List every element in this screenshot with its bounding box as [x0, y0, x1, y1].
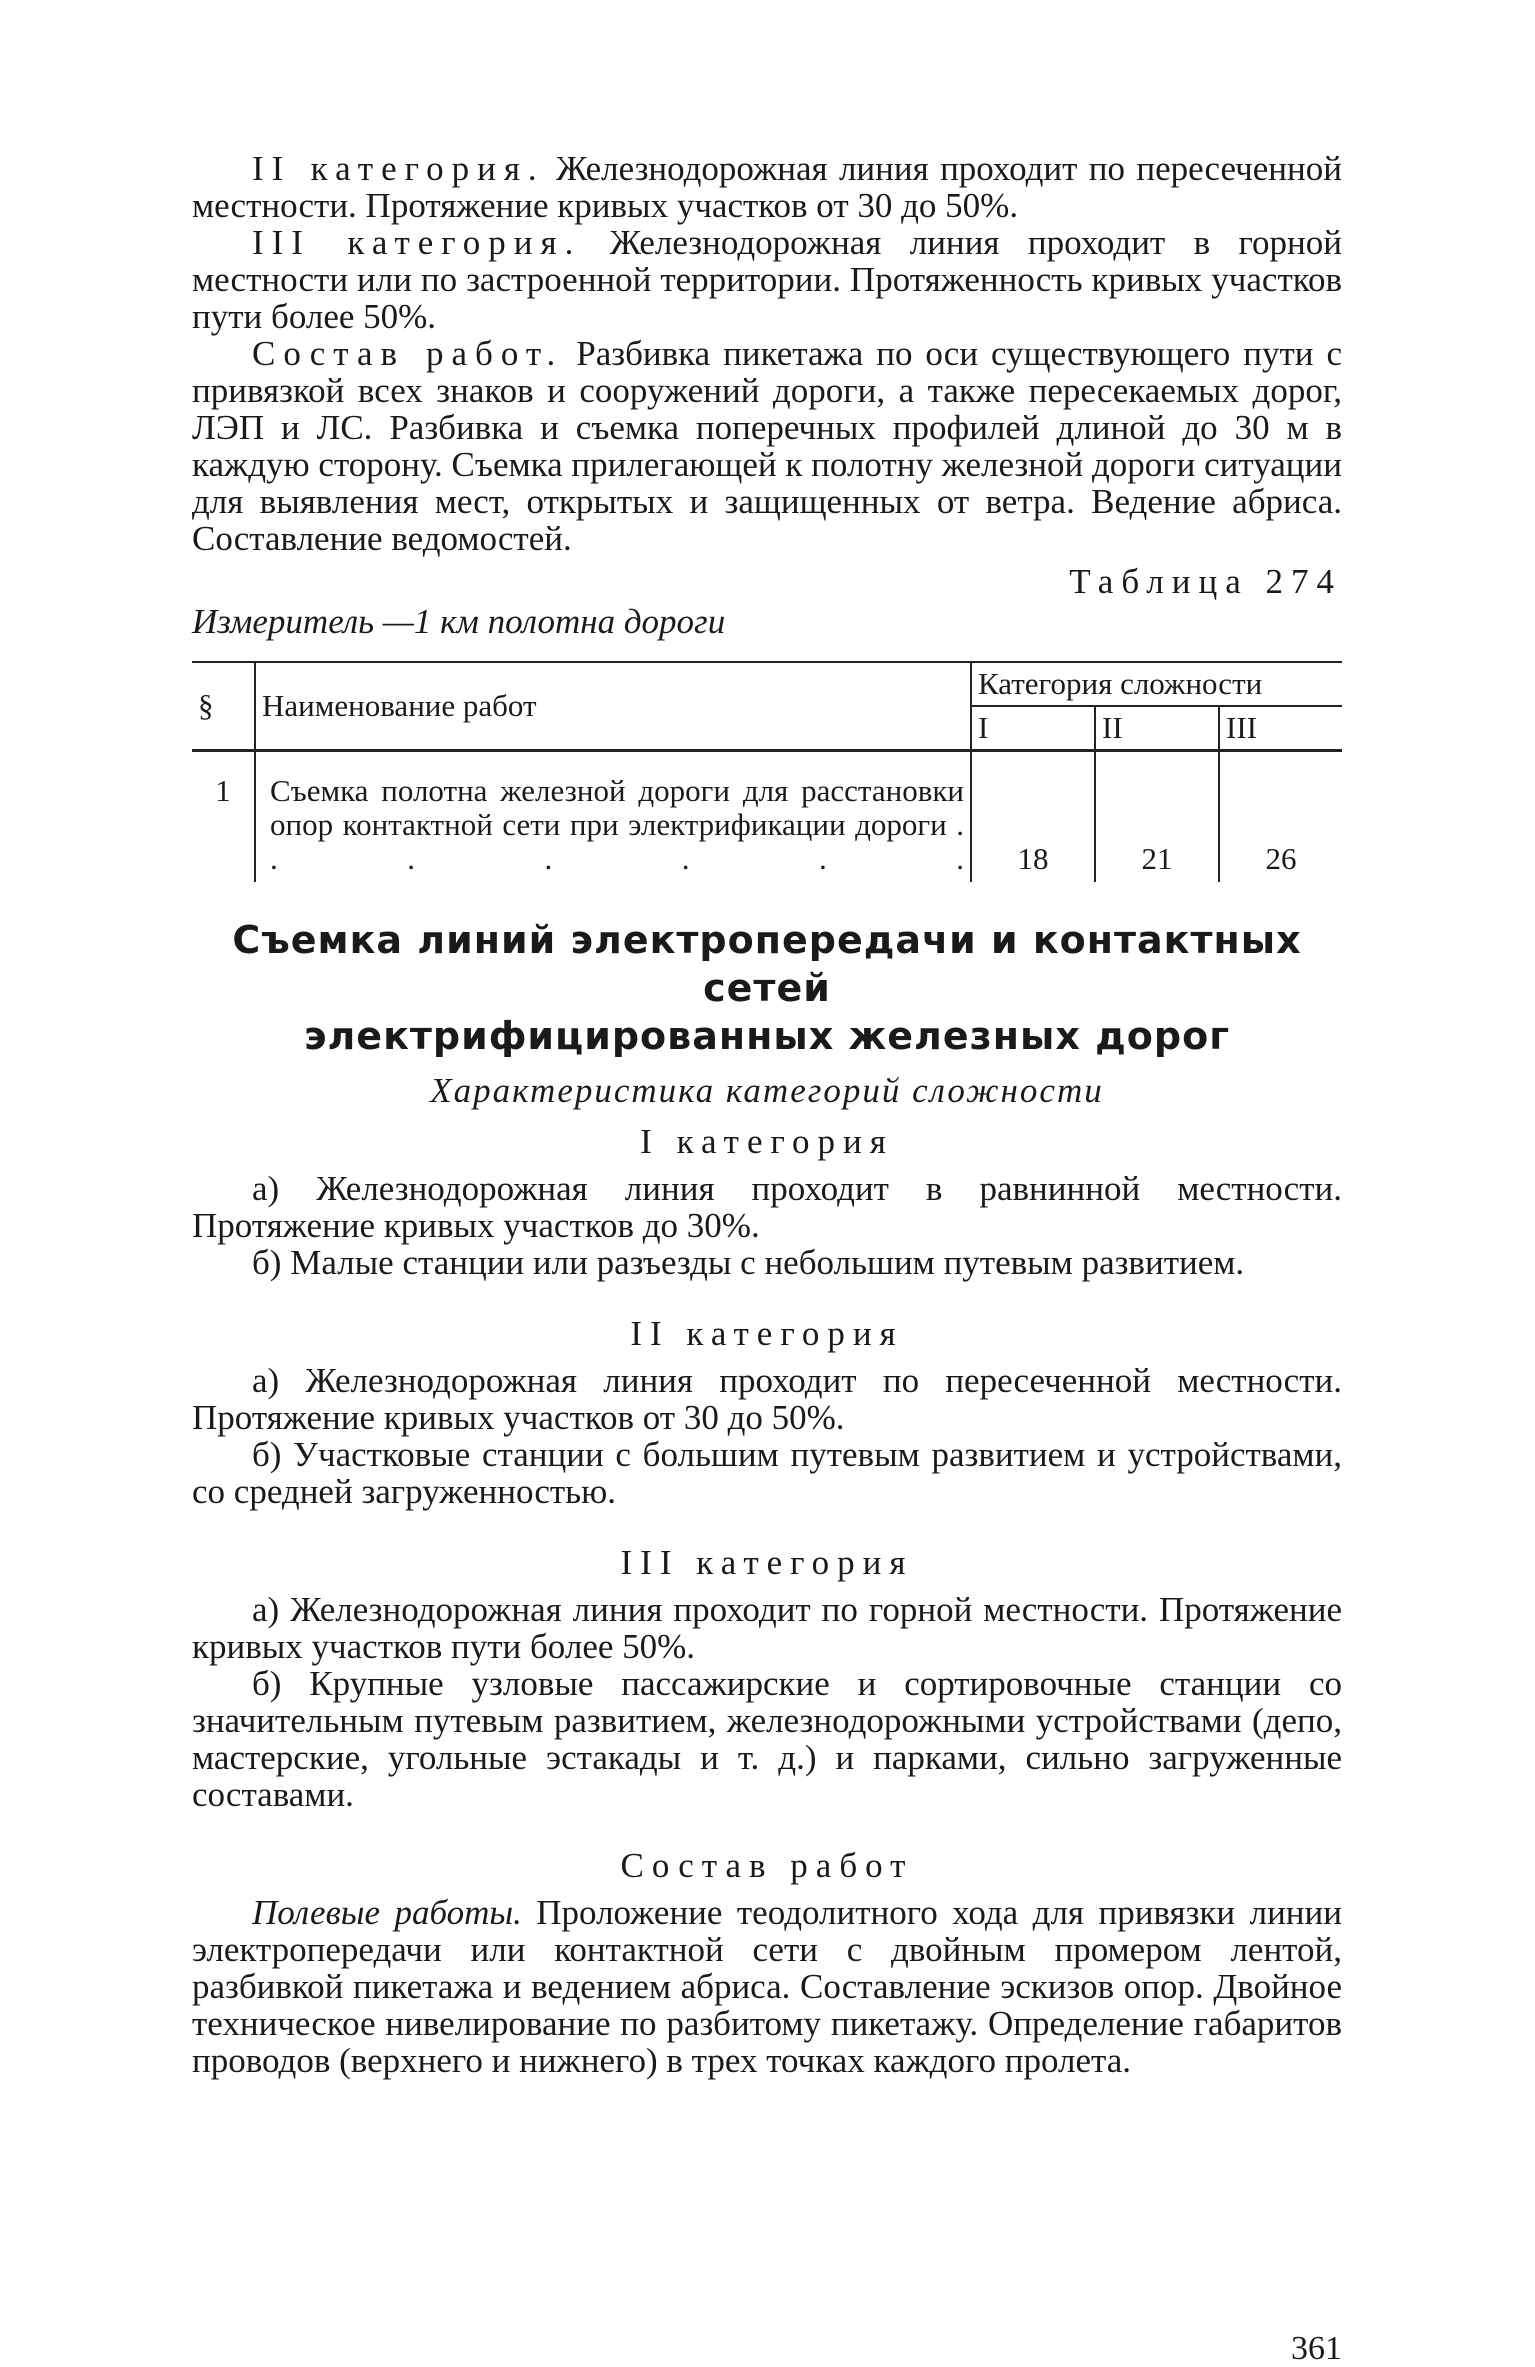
section-subtitle: Характеристика категорий сложности [430, 1071, 1104, 1110]
row-value-cat-3: 26 [1219, 751, 1342, 883]
intro-cat3-paragraph [192, 224, 1342, 335]
page-content [192, 149, 1342, 2367]
col-name-header: Наименование работ [255, 662, 971, 751]
section-title-line1: Съемка линий электропередачи и контактных сетей [232, 918, 1302, 1010]
intro-cat3-label: III категория. [252, 223, 582, 262]
intro-cat3-text: Железнодорожная линия проходит в горной местности или по застроенной территории. Протяженность кривых участков пути более 50%. [192, 223, 1342, 336]
cat1-heading: I категория [640, 1122, 894, 1161]
table-row [192, 751, 1342, 883]
cat2-item-b: б) Участковые станции с большим путевым развитием и устройствами, со средней загруженностью. [192, 1435, 1342, 1511]
field-works-label: Полевые работы. [252, 1893, 522, 1932]
works-table [192, 661, 1342, 882]
row-name: Съемка полотна железной дороги для расстановки опор контактной сети при электрификации дороги . . . . . . . [255, 751, 971, 883]
intro-works-label: Состав работ. [252, 334, 564, 373]
section-title-line2: электрифицированных железных дорог [303, 1014, 1231, 1058]
intro-works-paragraph [192, 335, 1342, 557]
field-works-paragraph [192, 1894, 1342, 2079]
col-num-header: § [192, 662, 255, 751]
intro-cat2-paragraph [192, 150, 1342, 224]
works-heading: Состав работ [620, 1846, 914, 1885]
cat3-item-a: а) Железнодорожная линия проходит по горной местности. Протяжение кривых участков пути более 50%. [192, 1590, 1342, 1666]
cat2-item-a: а) Железнодорожная линия проходит по пересеченной местности. Протяжение кривых участков от 30 до 50%. [192, 1361, 1342, 1437]
row-num: 1 [215, 773, 231, 808]
col-cat-2-header: II [1095, 706, 1219, 751]
intro-cat2-label: II категория. [252, 149, 545, 188]
section-title [192, 916, 1342, 1060]
cat2-heading: II категория [630, 1314, 904, 1353]
intro-cat2-text: Железнодорожная линия проходит по пересеченной местности. Протяжение кривых участков от 30 до 50%. [192, 149, 1342, 225]
col-cat-3-header: III [1219, 706, 1342, 751]
table-caption: Таблица 274 [1069, 562, 1342, 601]
intro-works-text: Разбивка пикетажа по оси существующего пути с привязкой всех знаков и сооружений дороги, а также пересекаемых дорог, ЛЭП и ЛС. Разбивка и съемка поперечных профилей длиной до 30 м в каждую сторону. Съемка прилегающей к полотну железной дороги ситуации для выявления мест, открытых и защищенных от ветра. Ведение абриса. Составление ведомостей. [192, 334, 1342, 558]
table-meter: Измеритель —1 км полотна дороги [192, 602, 726, 641]
cat3-item-b: б) Крупные узловые пассажирские и сортировочные станции со значительным путевым развитием, железнодорожными устройствами (депо, мастерские, угольные эстакады и т. д.) и парками, сильно загруженные составами. [192, 1664, 1342, 1814]
page-number: 361 [1291, 2330, 1342, 2367]
table-caption-row [192, 563, 1342, 653]
row-value-cat-2: 21 [1095, 751, 1219, 883]
col-cat-1-header: I [971, 706, 1095, 751]
col-group-header: Категория сложности [971, 662, 1342, 706]
cat1-item-a: а) Железнодорожная линия проходит в равнинной местности. Протяжение кривых участков до 30%. [192, 1169, 1342, 1245]
row-value-cat-1: 18 [971, 751, 1095, 883]
cat1-item-b: б) Малые станции или разъезды с небольшим путевым развитием. [252, 1243, 1245, 1282]
field-works-text: Проложение теодолитного хода для привязки линии электропередачи или контактной сети с двойным промером лентой, разбивкой пикетажа и ведением абриса. Составление эскизов опор. Двойное техническое нивелирование по разбитому пикетажу. Определение габаритов проводов (верхнего и нижнего) в трех точках каждого пролета. [192, 1893, 1342, 2080]
cat3-heading: III категория [620, 1543, 914, 1582]
